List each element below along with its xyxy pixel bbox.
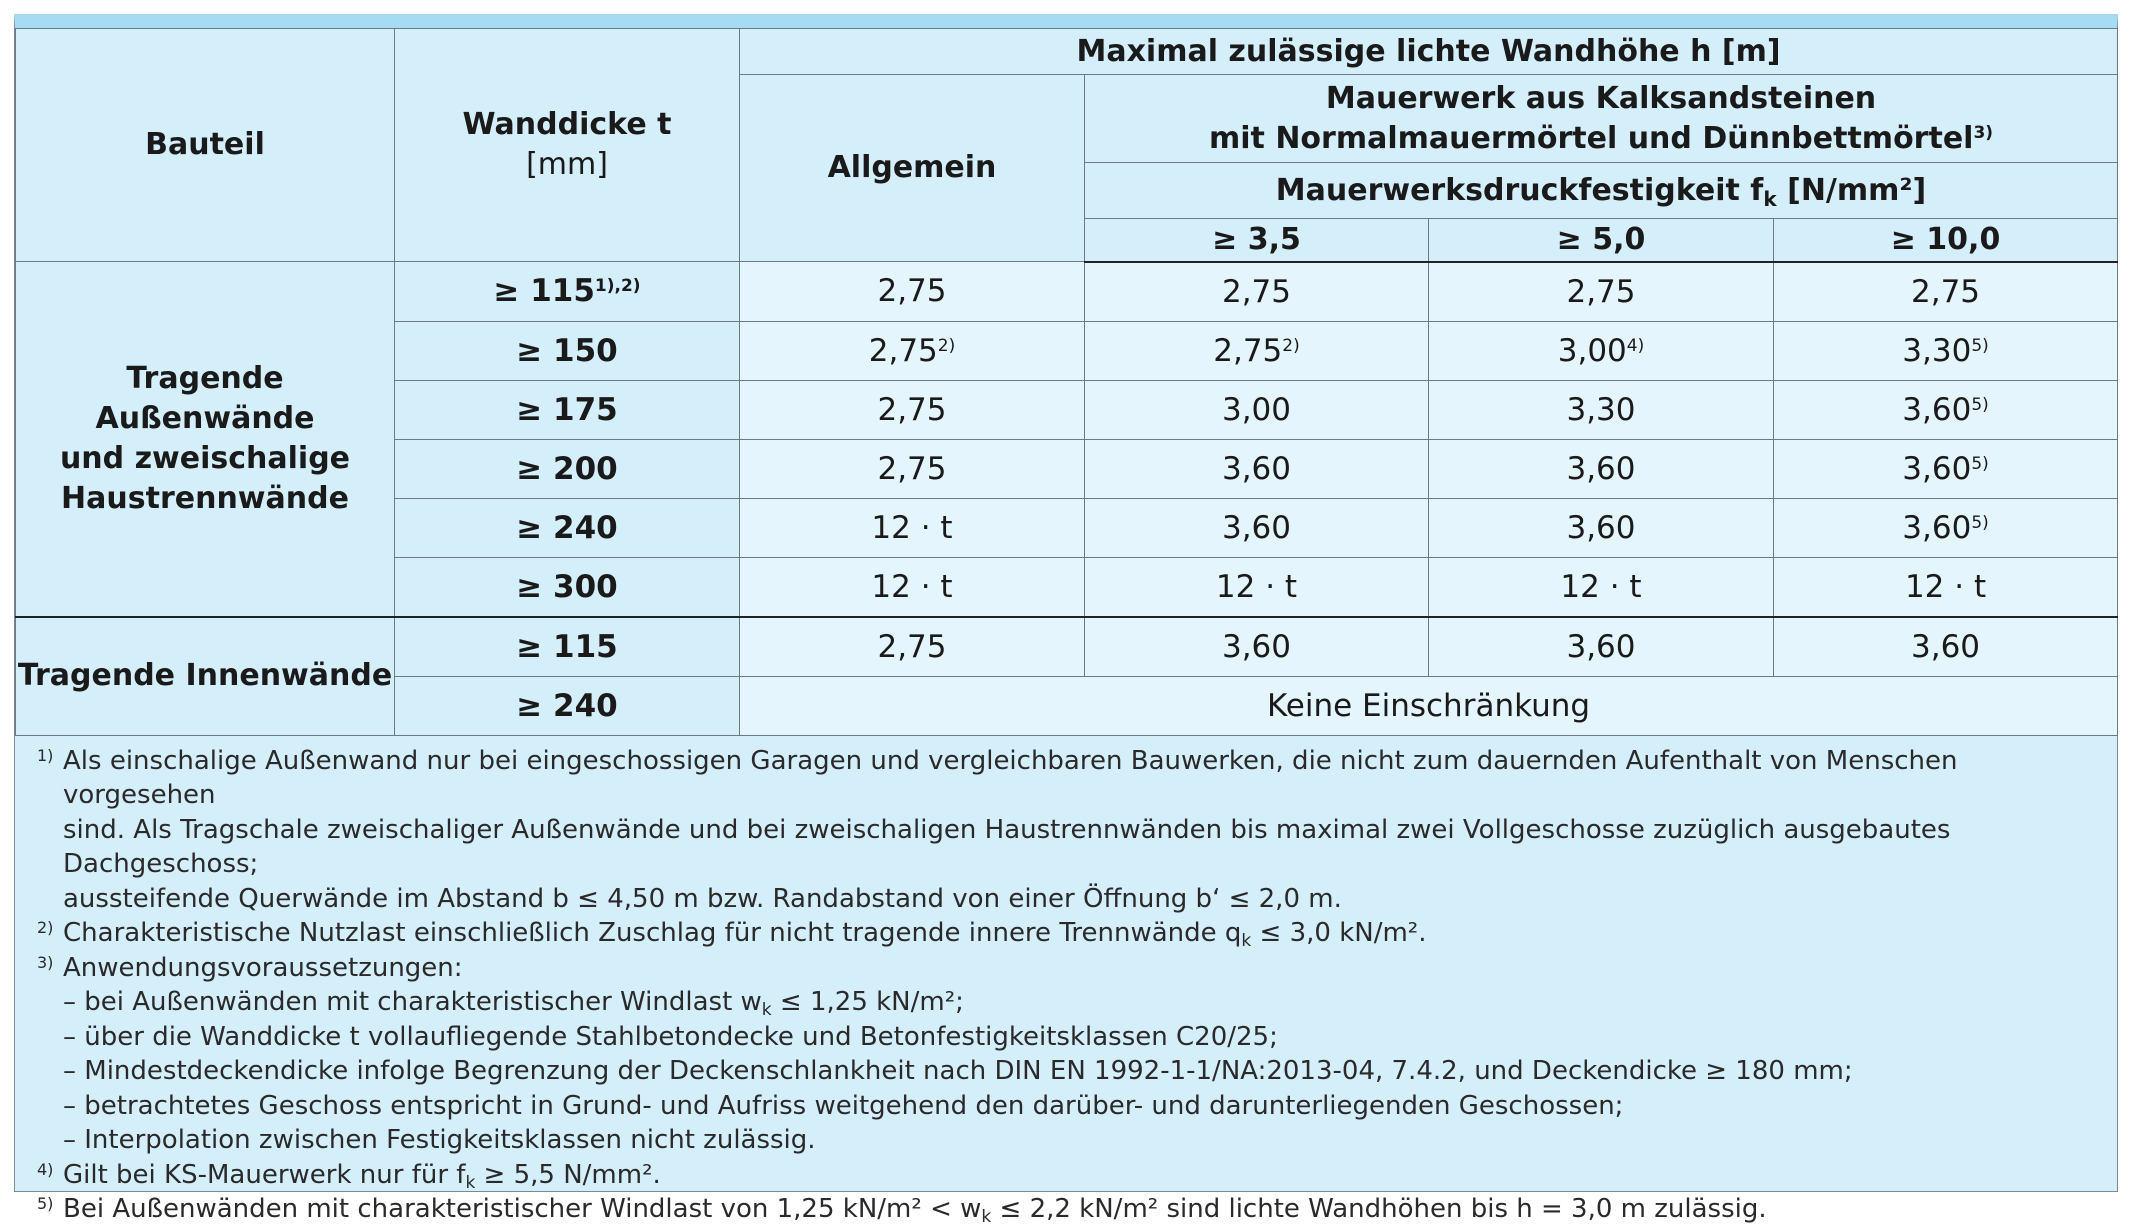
value: 2,75 (877, 273, 947, 310)
value: 3,60 (1902, 509, 1972, 546)
value: 2,75 (877, 628, 947, 665)
cell-fk-35 (1085, 321, 1429, 380)
footnote-4 (37, 1158, 2097, 1193)
footnote-3 (37, 951, 2097, 1158)
footnote-line: Bei Außenwänden mit charakteristischer Windlast von 1,25 kN/m² < w (63, 1194, 982, 1224)
cell-thickness (395, 321, 740, 380)
cell-allgemein (740, 617, 1085, 677)
footnote-subscript: k (465, 1172, 476, 1193)
footnote-ref: 5) (1971, 335, 1989, 356)
header-wanddicke (395, 29, 740, 262)
footnote-line: Als einschalige Außenwand nur bei eingeschossigen Garagen und vergleichbaren Bauwerken, die nicht zum dauernden Aufenthalt von Menschen vorgesehen (63, 745, 1958, 810)
table-row (16, 262, 2118, 322)
footnote-ref: 2) (1282, 335, 1300, 356)
thickness-value: ≥ 115 (493, 273, 595, 310)
footnote-subscript: k (981, 1207, 992, 1227)
footnote-ref: 4) (1626, 335, 1645, 356)
footnote-2 (37, 916, 2097, 951)
header-festigkeit-unit: [N/mm²] (1776, 172, 1927, 208)
footnote-line: Charakteristische Nutzlast einschließlich Zuschlag für nicht tragende innere Trennwände q (63, 918, 1242, 948)
footnote-number: 3) (37, 952, 54, 972)
cell-thickness (395, 380, 740, 439)
footnote-1 (37, 744, 2097, 917)
footnote-number: 2) (37, 918, 54, 937)
footnote-text (63, 744, 2097, 917)
thickness-value: ≥ 300 (516, 568, 618, 605)
value: 3,60 (1902, 450, 1972, 487)
thickness-value: ≥ 115 (516, 628, 618, 665)
cell-fk-100 (1774, 557, 2118, 617)
value: 3,30 (1566, 391, 1636, 428)
cell-fk-100 (1774, 321, 2118, 380)
value: 2,75 (1213, 332, 1283, 369)
cell-fk-100 (1774, 439, 2118, 498)
header-mauerwerk-line1: Mauerwerk aus Kalksandsteinen (1325, 80, 1877, 116)
footnote-line: aussteifende Querwände im Abstand b ≤ 4,50 m bzw. Randabstand von einer Öffnung b‘ ≤ 2,0 m. (63, 883, 1342, 914)
header-wanddicke-line2: [mm] (526, 147, 608, 182)
footnote-ref: 2) (937, 335, 956, 356)
group-aussen-line2: und zweischalige (59, 440, 351, 476)
value: 2,75 (1911, 273, 1981, 310)
footnote-bullet: – über die Wanddicke t vollaufliegende Stahlbetondecke und Betonfestigkeitsklassen C20/25; (63, 1021, 1278, 1052)
cell-thickness (395, 617, 740, 677)
footnote-bullet: – Interpolation zwischen Festigkeitsklassen nicht zulässig. (63, 1125, 816, 1155)
footnote-text (63, 1158, 2097, 1193)
cell-fk-50 (1429, 557, 1774, 617)
value: 3,00 (1557, 332, 1627, 369)
header-wanddicke-line1: Wanddicke t (462, 107, 672, 142)
cell-fk-100 (1774, 380, 2118, 439)
value: 12 · t (1560, 568, 1642, 605)
cell-allgemein (740, 557, 1085, 617)
value: 3,60 (1221, 450, 1292, 487)
thickness-value: ≥ 175 (516, 391, 618, 428)
value: 2,75 (877, 391, 947, 428)
footnote-line: ≤ 1,25 kN/m²; (771, 987, 964, 1017)
cell-fk-35 (1085, 380, 1429, 439)
cell-fk-50 (1429, 498, 1774, 557)
thickness-value: ≥ 240 (516, 509, 618, 546)
cell-thickness (395, 439, 740, 498)
group-aussenwaende (16, 262, 395, 617)
footnote-text (63, 951, 2097, 1158)
wall-height-table (15, 28, 2118, 736)
cell-fk-35 (1085, 498, 1429, 557)
cell-fk-50 (1429, 380, 1774, 439)
group-aussen-line1: Tragende Außenwände (95, 360, 315, 436)
value: 2,75 (1221, 273, 1292, 310)
footnote-bullet: – betrachtetes Geschoss entspricht in Grund- und Aufriss weitgehend den darüber- und darunterliegenden Geschossen; (63, 1090, 1624, 1121)
value: 2,75 (877, 450, 947, 487)
header-mauerwerk (1085, 75, 2118, 163)
cell-allgemein (740, 439, 1085, 498)
footnote-text (63, 916, 2097, 951)
group-innenwaende: Tragende Innenwände (16, 617, 395, 736)
footnote-line: Gilt bei KS-Mauerwerk nur für f (63, 1159, 466, 1190)
cell-allgemein (740, 262, 1085, 322)
footnote-number: 4) (37, 1159, 54, 1179)
footnote-line: sind. Als Tragschale zweischaliger Außenwände und bei zweischaligen Haustrennwänden bis maximal zwei Vollgeschosse zuzüglich ausgebautes Dachgeschoss; (63, 814, 1951, 879)
header-bauteil: Bauteil (16, 29, 395, 262)
table-frame (14, 14, 2118, 1227)
footnote-number: 5) (37, 1194, 54, 1213)
value: 12 · t (871, 509, 953, 546)
footnote-line: ≥ 5,5 N/mm². (475, 1159, 661, 1190)
value: 2,75 (1566, 273, 1636, 310)
cell-fk-50 (1429, 262, 1774, 322)
header-col-35: ≥ 3,5 (1085, 219, 1429, 262)
cell-allgemein (740, 498, 1085, 557)
footnote-ref: 5) (1971, 453, 1989, 474)
header-mauerwerk-line2: mit Normalmauermörtel und Dünnbettmörtel (1208, 120, 1974, 156)
cell-thickness (395, 676, 740, 735)
header-festigkeit (1085, 163, 2118, 219)
header-col-100: ≥ 10,0 (1774, 219, 2118, 262)
cell-fk-100 (1774, 498, 2118, 557)
footnote-ref: 1),2) (594, 276, 641, 297)
footnote-ref: 5) (1971, 394, 1989, 415)
value: 12 · t (1215, 568, 1298, 605)
value: 3,60 (1221, 628, 1292, 665)
cell-fk-35 (1085, 439, 1429, 498)
cell-no-restriction: Keine Einschränkung (740, 676, 2118, 735)
cell-allgemein (740, 321, 1085, 380)
header-allgemein: Allgemein (740, 75, 1085, 262)
thickness-value: ≥ 200 (516, 450, 618, 487)
value: 3,60 (1902, 391, 1972, 428)
footnote-bullet: – Mindestdeckendicke infolge Begrenzung der Deckenschlankheit nach DIN EN 1992-1-1/NA:2013-04, 7.4.2, und Deckendicke ≥ 180 mm; (63, 1056, 1853, 1086)
value: 2,75 (868, 332, 938, 369)
footnotes (15, 736, 2117, 1227)
cell-fk-100 (1774, 617, 2118, 677)
header-max-height: Maximal zulässige lichte Wandhöhe h [m] (740, 29, 2118, 75)
footnote-subscript: k (761, 1000, 772, 1020)
table-row (16, 617, 2118, 677)
footnote-ref: 5) (1971, 512, 1989, 533)
cell-fk-100 (1774, 262, 2118, 322)
cell-fk-50 (1429, 439, 1774, 498)
footnote-5 (37, 1192, 2097, 1227)
value: 3,60 (1911, 628, 1981, 665)
value: 3,30 (1902, 332, 1972, 369)
footnote-bullet (63, 985, 2097, 1020)
footnote-subscript: k (1241, 931, 1252, 951)
value: 12 · t (871, 568, 953, 605)
cell-thickness (395, 498, 740, 557)
value: 3,60 (1566, 509, 1636, 546)
value: 3,60 (1566, 628, 1636, 665)
cell-thickness (395, 557, 740, 617)
group-aussen-line3: Haustrennwände (61, 480, 349, 516)
cell-fk-35 (1085, 262, 1429, 322)
thickness-value: ≥ 150 (516, 332, 618, 369)
thickness-value: ≥ 240 (516, 687, 618, 724)
header-mauerwerk-sup: 3) (1973, 122, 1994, 143)
header-col-50: ≥ 5,0 (1429, 219, 1774, 262)
header-festigkeit-text: Mauerwerksdruckfestigkeit f (1275, 172, 1764, 208)
footnote-number: 1) (37, 745, 54, 765)
footnote-line: – bei Außenwänden mit charakteristischer Windlast w (63, 987, 762, 1017)
footnote-line: Anwendungsvoraussetzungen: (63, 952, 463, 983)
cell-fk-50 (1429, 617, 1774, 677)
cell-thickness (395, 262, 740, 322)
value: 3,60 (1221, 509, 1292, 546)
header-mauerwerk-line2-wrap (1085, 119, 2117, 159)
header-festigkeit-sub: k (1763, 186, 1777, 211)
cell-fk-35 (1085, 617, 1429, 677)
value: 3,00 (1221, 391, 1292, 428)
cell-allgemein (740, 380, 1085, 439)
cell-fk-35 (1085, 557, 1429, 617)
value: 12 · t (1904, 568, 1987, 605)
value: 3,60 (1566, 450, 1636, 487)
footnote-line: ≤ 3,0 kN/m². (1251, 918, 1427, 948)
cell-fk-50 (1429, 321, 1774, 380)
footnote-text (63, 1192, 2097, 1227)
footnote-line: ≤ 2,2 kN/m² sind lichte Wandhöhen bis h = 3,0 m zulässig. (991, 1194, 1767, 1224)
